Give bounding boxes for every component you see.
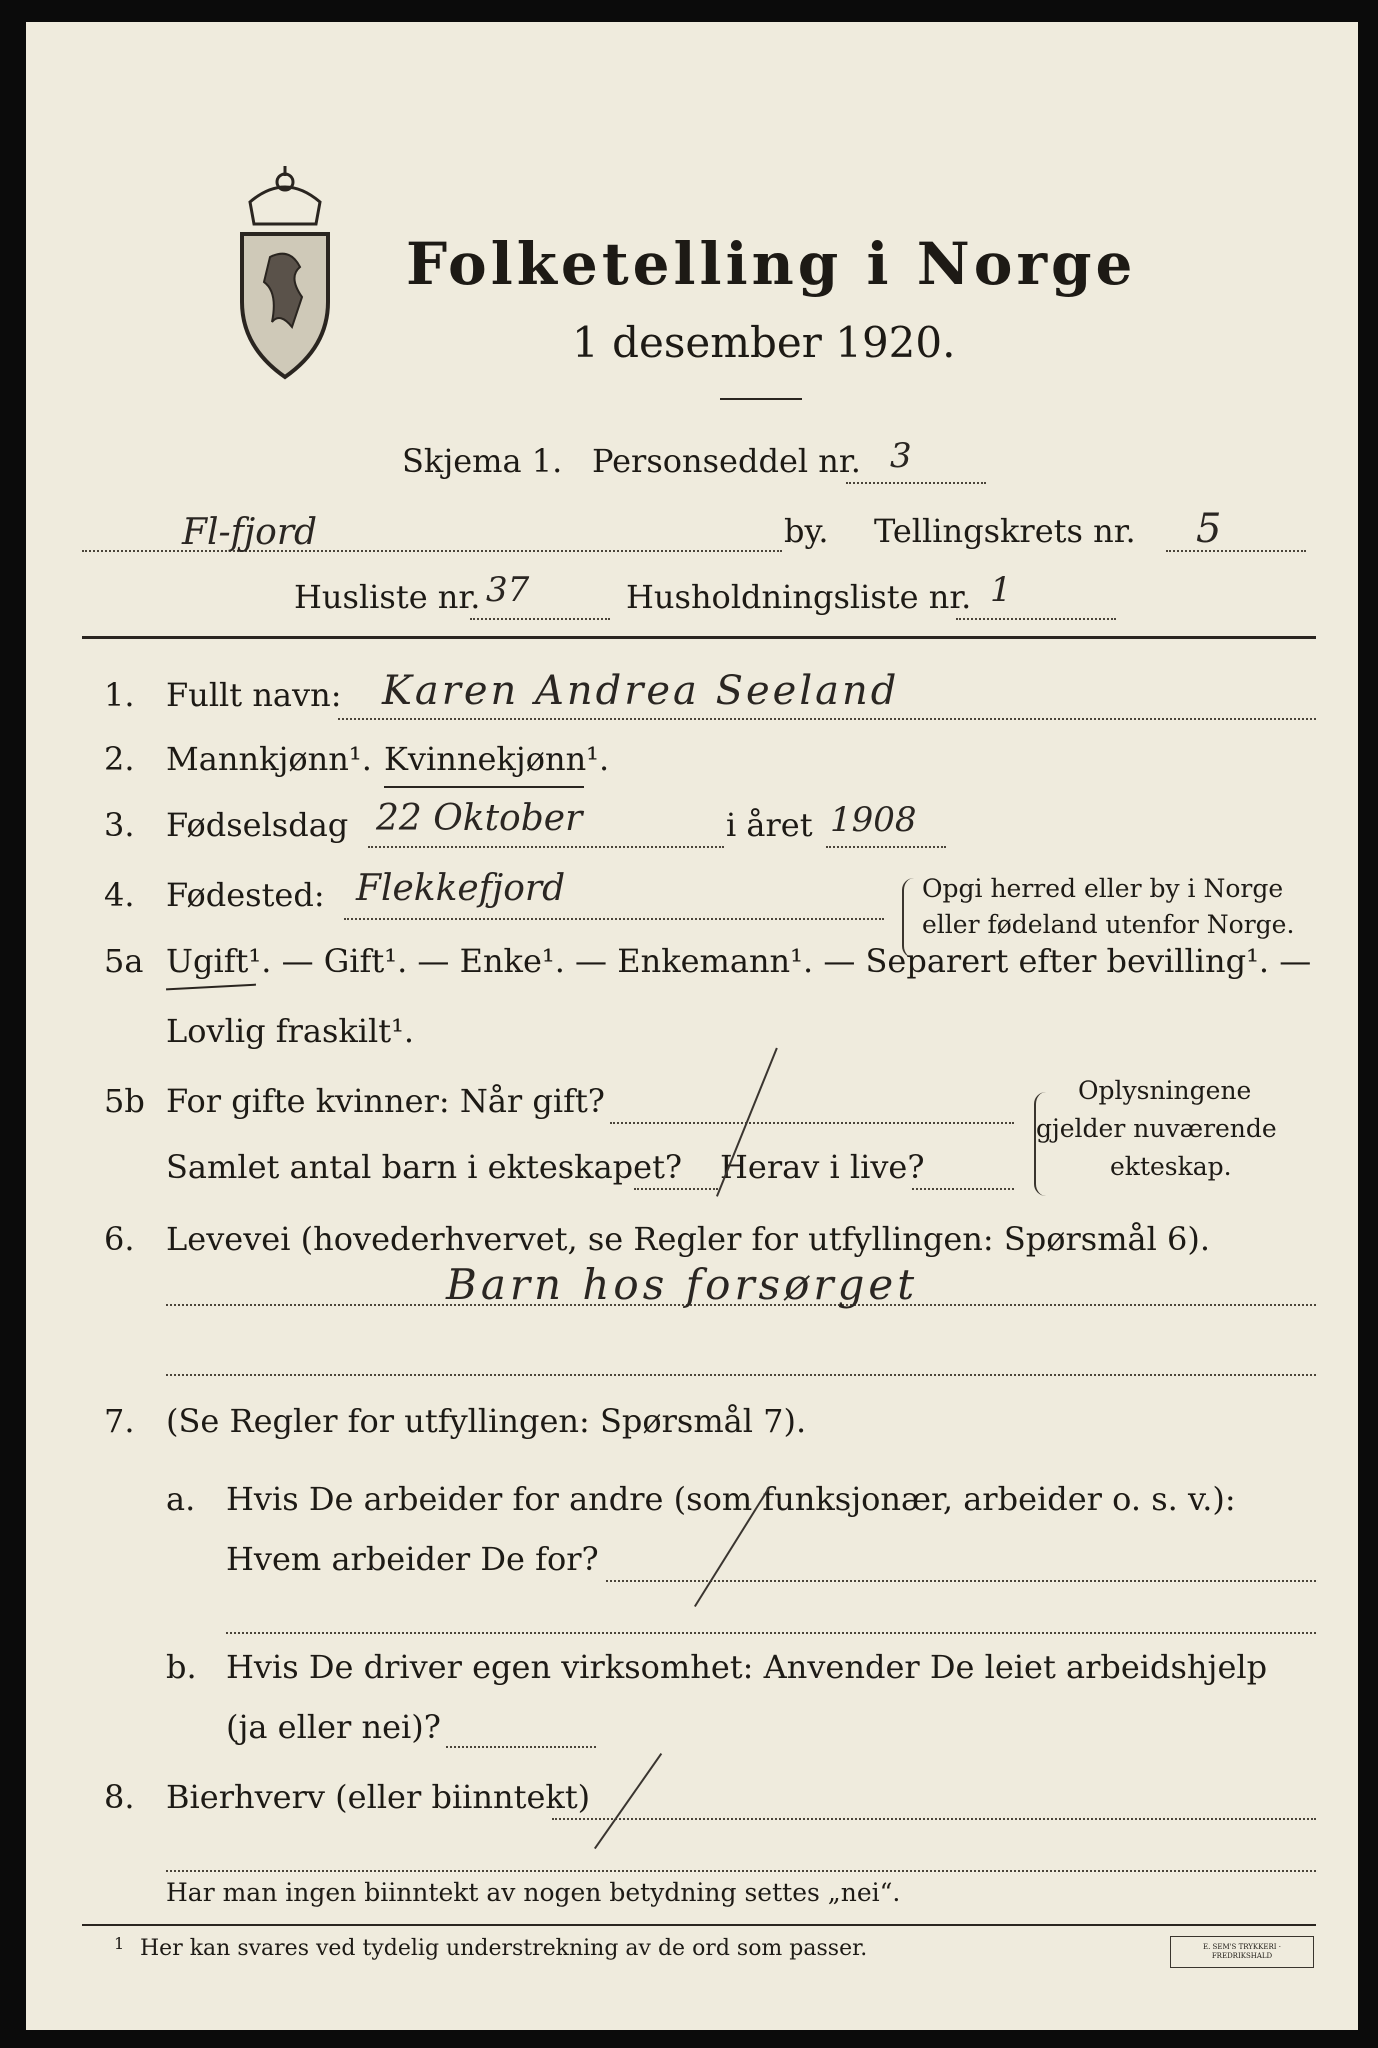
q5a-options-line1[interactable]: Ugift¹. — Gift¹. — Enke¹. — Enkemann¹. — Separert efter bevilling¹. — — [166, 942, 1312, 980]
q2-male-option[interactable]: Mannkjønn¹. — [166, 740, 372, 778]
q3-number: 3. — [104, 806, 135, 844]
personseddel-label: Personseddel nr. — [592, 442, 861, 480]
q4-birthplace-value[interactable]: Flekkefjord — [356, 868, 566, 909]
q8-label: Bierhverv (eller biinntekt) — [166, 1778, 591, 1816]
q7b-line1: Hvis De driver egen virksomhet: Anvender De leiet arbeidshjelp — [226, 1648, 1268, 1686]
q1-full-name-value[interactable]: Karen Andrea Seeland — [382, 668, 900, 714]
q2-female-underline — [384, 786, 584, 788]
footer-rule — [82, 1924, 1316, 1926]
census-form-sheet — [26, 22, 1358, 2030]
q6-label: Levevei (hovederhvervet, se Regler for utfyllingen: Spørsmål 6). — [166, 1220, 1211, 1258]
q5a-number: 5a — [104, 942, 144, 980]
q8-line1 — [552, 1818, 1316, 1820]
personseddel-value[interactable]: 3 — [890, 436, 912, 476]
q7b-answer-line — [446, 1746, 596, 1748]
printer-stamp: E. SEM'S TRYKKERI · FREDRIKSHALD — [1170, 1936, 1314, 1968]
q6-line2 — [166, 1374, 1316, 1376]
q5b-note-line3: ekteskap. — [1110, 1152, 1232, 1181]
q8-number: 8. — [104, 1778, 135, 1816]
by-label: by. — [784, 512, 829, 550]
husliste-line — [470, 618, 610, 620]
q7a-employer-line2 — [226, 1632, 1316, 1634]
q3-birthday-value[interactable]: 22 Oktober — [376, 798, 583, 839]
q4-label: Fødested: — [166, 876, 325, 914]
q3-year-value[interactable]: 1908 — [830, 800, 917, 840]
tellingskrets-value[interactable]: 5 — [1196, 506, 1222, 552]
q5b-note-line1: Oplysningene — [1078, 1076, 1252, 1105]
footer-note: Har man ingen biinntekt av nogen betydning settes „nei“. — [166, 1878, 901, 1907]
q5b-children-line — [634, 1188, 718, 1190]
q8-line2 — [166, 1870, 1316, 1872]
q5b-alive-line — [912, 1188, 1014, 1190]
q7a-employer-line1 — [606, 1580, 1316, 1582]
q5b-number: 5b — [104, 1082, 145, 1120]
q7a-letter: a. — [166, 1480, 196, 1518]
q1-line — [338, 718, 1316, 720]
q5b-children-label: Samlet antal barn i ekteskapet? — [166, 1148, 683, 1186]
footnote-mark: 1 — [114, 1934, 125, 1953]
q3-year-line — [826, 846, 946, 848]
q4-note-line2: eller fødeland utenfor Norge. — [922, 910, 1295, 939]
q7-label: (Se Regler for utfyllingen: Spørsmål 7). — [166, 1402, 807, 1440]
q4-number: 4. — [104, 876, 135, 914]
form-date: 1 desember 1920. — [572, 318, 956, 367]
q1-number: 1. — [104, 676, 135, 714]
husholdningsliste-line — [956, 618, 1116, 620]
q5b-alive-label: Herav i live? — [720, 1148, 925, 1186]
q5a-options-line2[interactable]: Lovlig fraskilt¹. — [166, 1012, 415, 1050]
q5b-married-when-label: For gifte kvinner: Når gift? — [166, 1082, 605, 1120]
q5b-note-line2: gjelder nuværende — [1036, 1114, 1277, 1143]
husholdningsliste-value[interactable]: 1 — [990, 570, 1012, 610]
by-value[interactable]: Fl-fjord — [182, 512, 318, 553]
q1-label: Fullt navn: — [166, 676, 342, 714]
form-title: Folketelling i Norge — [406, 230, 1137, 298]
header-rule — [82, 636, 1316, 639]
skjema-label: Skjema 1. — [402, 442, 563, 480]
footnote-text: Her kan svares ved tydelig understrekning av de ord som passer. — [140, 1936, 868, 1961]
title-divider — [720, 398, 802, 400]
q6-number: 6. — [104, 1220, 135, 1258]
q3-label: Fødselsdag — [166, 806, 349, 844]
q5b-note-brace — [1034, 1092, 1050, 1196]
q7a-line2: Hvem arbeider De for? — [226, 1540, 599, 1578]
q2-female-option[interactable]: Kvinnekjønn¹. — [384, 740, 610, 778]
q4-note-line1: Opgi herred eller by i Norge — [922, 874, 1284, 903]
q7b-line2: (ja eller nei)? — [226, 1708, 441, 1746]
q2-number: 2. — [104, 740, 135, 778]
q7-number: 7. — [104, 1402, 135, 1440]
q3-year-label: i året — [726, 806, 813, 844]
norway-coat-of-arms — [230, 162, 340, 382]
q8-strike-mark — [594, 1753, 662, 1849]
tellingskrets-label: Tellingskrets nr. — [874, 512, 1136, 550]
q5a-ugift-underline — [166, 984, 256, 991]
tellingskrets-line — [1166, 550, 1306, 552]
personseddel-line — [846, 482, 986, 484]
husholdningsliste-label: Husholdningsliste nr. — [626, 578, 972, 616]
q5b-married-when-line — [610, 1122, 1014, 1124]
q4-line — [344, 918, 884, 920]
q7b-letter: b. — [166, 1648, 197, 1686]
husliste-label: Husliste nr. — [294, 578, 481, 616]
q6-occupation-value[interactable]: Barn hos forsørget — [446, 1260, 919, 1309]
husliste-value[interactable]: 37 — [486, 570, 530, 610]
q7a-line1: Hvis De arbeider for andre (som funksjonær, arbeider o. s. v.): — [226, 1480, 1236, 1518]
q3-day-line — [368, 846, 724, 848]
